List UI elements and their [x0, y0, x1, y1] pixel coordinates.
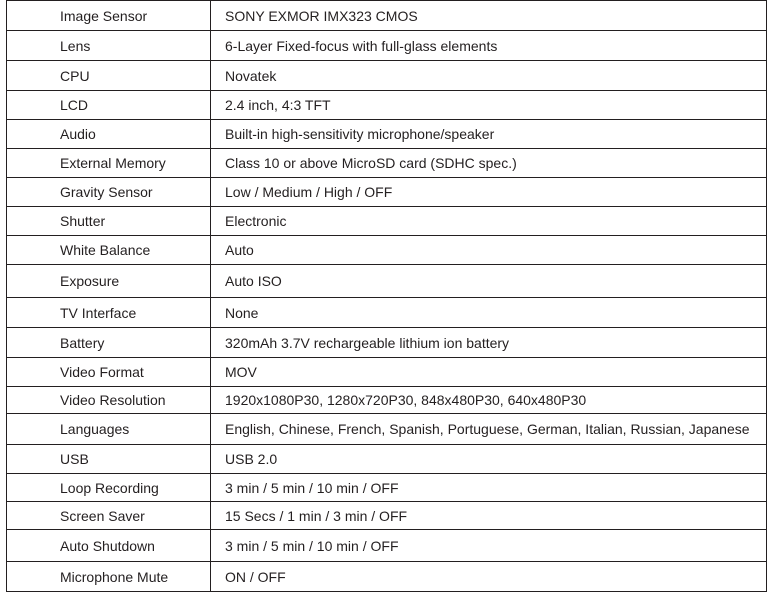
spec-value: USB 2.0	[211, 445, 767, 474]
spec-label: Exposure	[7, 265, 211, 298]
table-row	[7, 207, 767, 236]
table-row	[7, 414, 767, 445]
spec-label: Microphone Mute	[7, 562, 211, 592]
spec-label: Video Resolution	[7, 387, 211, 414]
spec-label: LCD	[7, 91, 211, 120]
spec-label: Image Sensor	[7, 1, 211, 31]
table-row	[7, 328, 767, 358]
spec-label: Shutter	[7, 207, 211, 236]
spec-value: Built-in high-sensitivity microphone/speaker	[211, 120, 767, 149]
spec-value: Auto ISO	[211, 265, 767, 298]
spec-table	[6, 0, 767, 592]
spec-value: 1920x1080P30, 1280x720P30, 848x480P30, 640x480P30	[211, 387, 767, 414]
table-row	[7, 31, 767, 61]
table-row	[7, 387, 767, 414]
table-row	[7, 91, 767, 120]
spec-value: Novatek	[211, 61, 767, 91]
spec-label: Lens	[7, 31, 211, 61]
spec-label: External Memory	[7, 149, 211, 178]
spec-value: 320mAh 3.7V rechargeable lithium ion battery	[211, 328, 767, 358]
spec-value: SONY EXMOR IMX323 CMOS	[211, 1, 767, 31]
table-row	[7, 61, 767, 91]
table-row	[7, 445, 767, 474]
spec-value: 15 Secs / 1 min / 3 min / OFF	[211, 502, 767, 530]
spec-label: Languages	[7, 414, 211, 445]
table-row	[7, 474, 767, 502]
table-row	[7, 265, 767, 298]
table-row	[7, 120, 767, 149]
table-row	[7, 149, 767, 178]
spec-label: TV Interface	[7, 298, 211, 328]
spec-value: None	[211, 298, 767, 328]
spec-label: CPU	[7, 61, 211, 91]
spec-value: Auto	[211, 236, 767, 265]
spec-label: Loop Recording	[7, 474, 211, 502]
spec-label: Video Format	[7, 358, 211, 387]
table-row	[7, 530, 767, 562]
spec-label: USB	[7, 445, 211, 474]
table-row	[7, 562, 767, 592]
spec-label: Audio	[7, 120, 211, 149]
spec-value: Class 10 or above MicroSD card (SDHC spec.)	[211, 149, 767, 178]
spec-value: 2.4 inch, 4:3 TFT	[211, 91, 767, 120]
table-row	[7, 1, 767, 31]
table-row	[7, 358, 767, 387]
spec-value: Electronic	[211, 207, 767, 236]
spec-value: 3 min / 5 min / 10 min / OFF	[211, 530, 767, 562]
spec-value: English, Chinese, French, Spanish, Portuguese, German, Italian, Russian, Japanese	[211, 414, 767, 445]
spec-label: Battery	[7, 328, 211, 358]
spec-label: Screen Saver	[7, 502, 211, 530]
table-row	[7, 178, 767, 207]
table-row	[7, 236, 767, 265]
spec-label: Auto Shutdown	[7, 530, 211, 562]
spec-label: White Balance	[7, 236, 211, 265]
spec-value: ON / OFF	[211, 562, 767, 592]
spec-label: Gravity Sensor	[7, 178, 211, 207]
spec-value: Low / Medium / High / OFF	[211, 178, 767, 207]
table-row	[7, 298, 767, 328]
spec-value: MOV	[211, 358, 767, 387]
spec-value: 3 min / 5 min / 10 min / OFF	[211, 474, 767, 502]
spec-value: 6-Layer Fixed-focus with full-glass elements	[211, 31, 767, 61]
table-row	[7, 502, 767, 530]
